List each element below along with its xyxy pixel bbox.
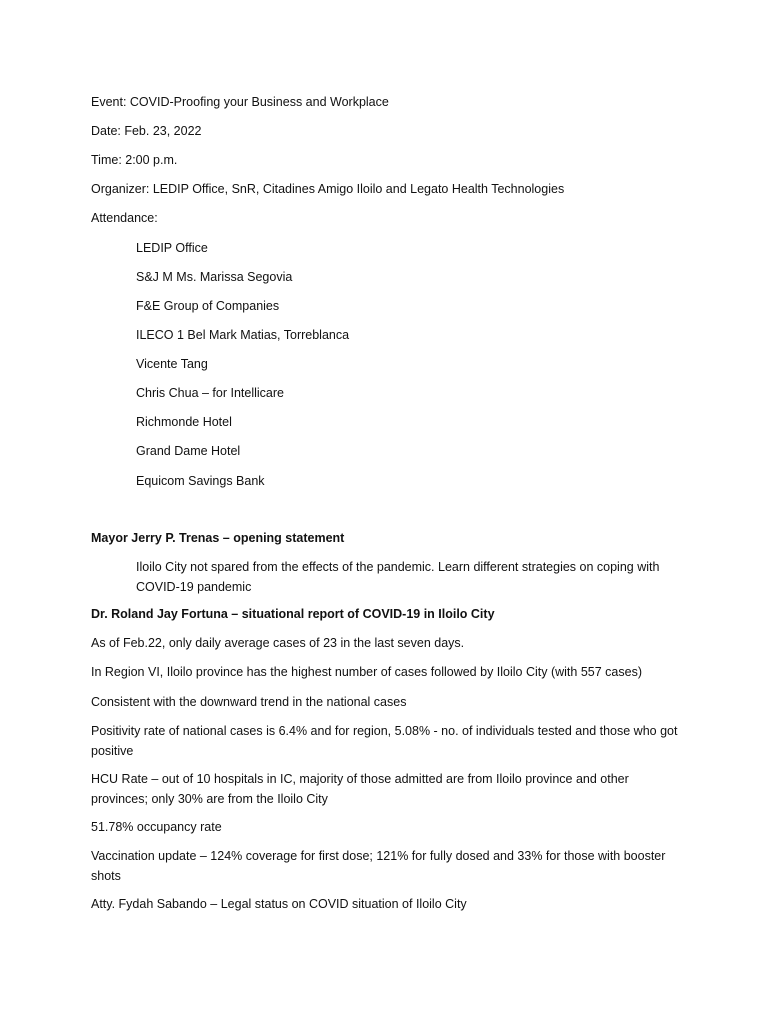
event-line: Event: COVID-Proofing your Business and Workplace bbox=[91, 95, 389, 109]
time-line: Time: 2:00 p.m. bbox=[91, 153, 178, 167]
fortuna-paragraph: Vaccination update – 124% coverage for first dose; 121% for fully dosed and 33% for those with booster shots bbox=[91, 849, 666, 883]
date-line: Date: Feb. 23, 2022 bbox=[91, 124, 202, 138]
fortuna-paragraph: 51.78% occupancy rate bbox=[91, 820, 222, 834]
attendee-item: ILECO 1 Bel Mark Matias, Torreblanca bbox=[136, 328, 350, 342]
fortuna-paragraph: HCU Rate – out of 10 hospitals in IC, majority of those admitted are from Iloilo province and other provinces; only 30% are from the Iloilo City bbox=[91, 772, 629, 806]
attendance-label: Attendance: bbox=[91, 211, 158, 225]
mayor-heading: Mayor Jerry P. Trenas – opening statement bbox=[91, 531, 345, 545]
attendee-item: Grand Dame Hotel bbox=[136, 444, 241, 458]
fortuna-heading: Dr. Roland Jay Fortuna – situational report of COVID-19 in Iloilo City bbox=[91, 607, 495, 621]
attendee-item: S&J M Ms. Marissa Segovia bbox=[136, 270, 293, 284]
fortuna-paragraph: Positivity rate of national cases is 6.4% and for region, 5.08% - no. of individuals tested and those who got positive bbox=[91, 724, 678, 758]
fortuna-paragraph: Consistent with the downward trend in the national cases bbox=[91, 695, 407, 709]
fortuna-paragraph: In Region VI, Iloilo province has the highest number of cases followed by Iloilo City (with 557 cases) bbox=[91, 665, 642, 679]
attendee-item: Vicente Tang bbox=[136, 357, 208, 371]
attendee-item: LEDIP Office bbox=[136, 241, 208, 255]
fortuna-paragraph: As of Feb.22, only daily average cases of 23 in the last seven days. bbox=[91, 636, 465, 650]
attendee-item: Chris Chua – for Intellicare bbox=[136, 386, 284, 400]
organizer-line: Organizer: LEDIP Office, SnR, Citadines Amigo Iloilo and Legato Health Technologies bbox=[91, 182, 565, 196]
sabando-line: Atty. Fydah Sabando – Legal status on COVID situation of Iloilo City bbox=[91, 897, 467, 911]
attendee-item: F&E Group of Companies bbox=[136, 299, 280, 313]
attendee-item: Equicom Savings Bank bbox=[136, 474, 265, 488]
attendee-item: Richmonde Hotel bbox=[136, 415, 232, 429]
mayor-text: Iloilo City not spared from the effects of the pandemic. Learn different strategies on coping with COVID-19 pandemic bbox=[136, 560, 660, 594]
